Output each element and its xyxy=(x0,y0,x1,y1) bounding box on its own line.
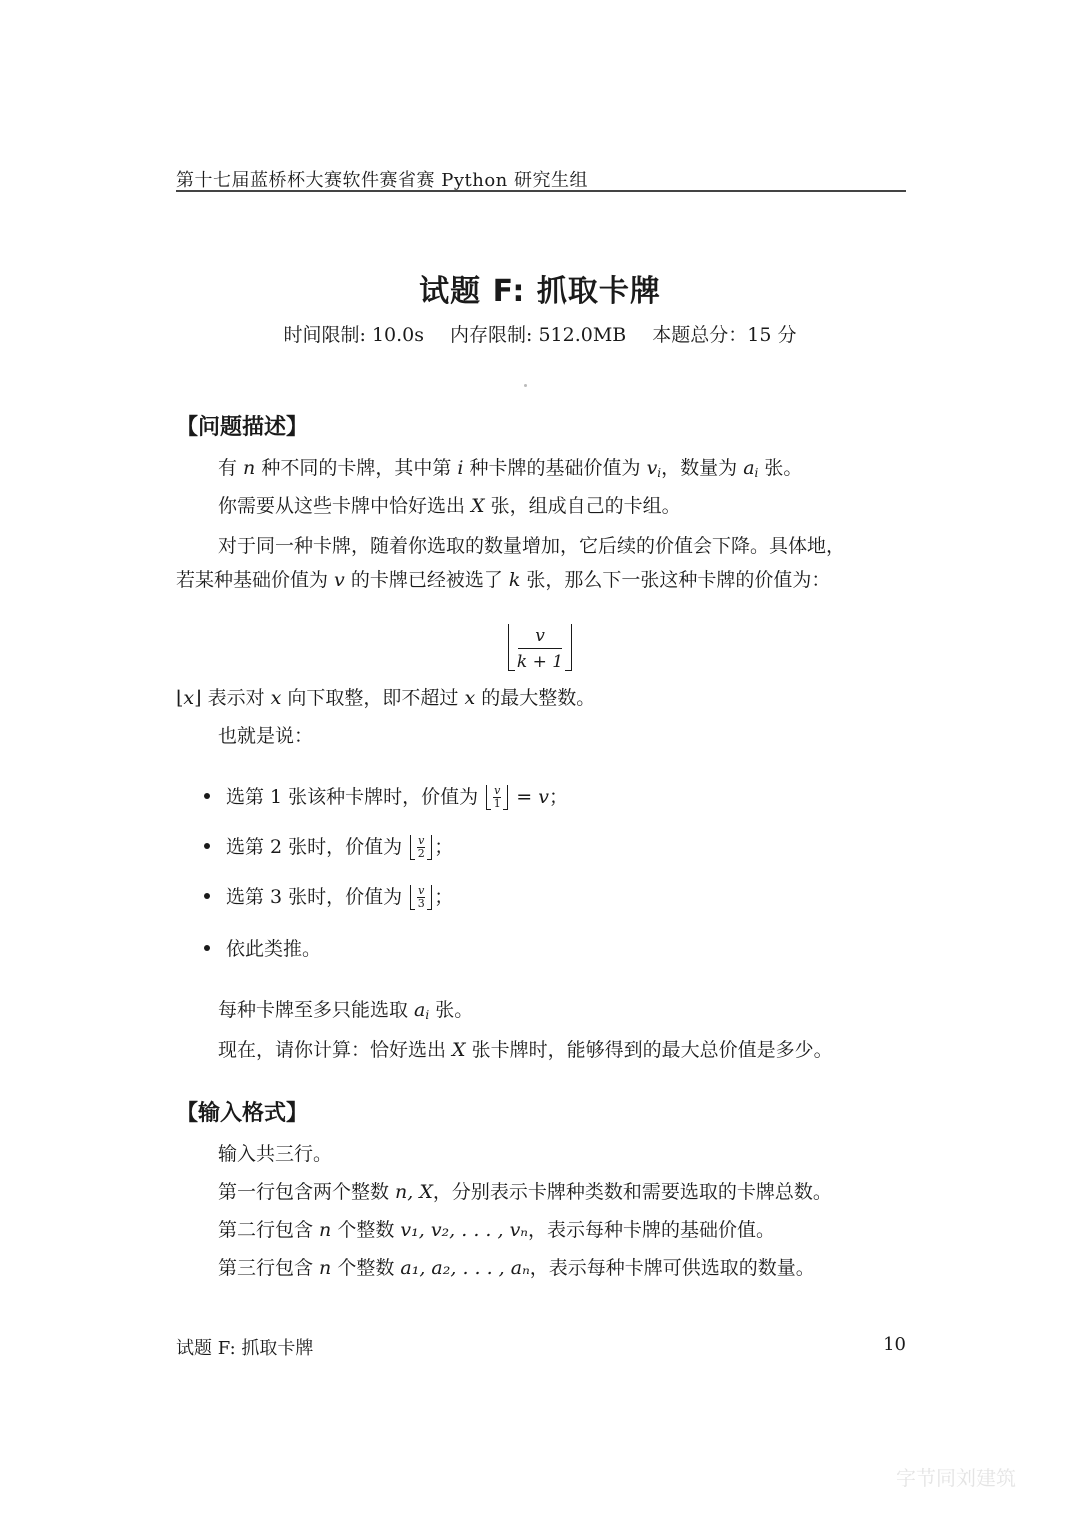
bullet-icon xyxy=(204,893,210,899)
floor-note: ⌊x⌋ 表示对 x 向下取整，即不超过 x 的最大整数。 xyxy=(176,687,596,709)
problem-limits xyxy=(0,320,1080,347)
formula-numerator: v xyxy=(535,626,545,646)
list-item: 依此类推。 xyxy=(204,936,321,962)
description-p2: 你需要从这些卡牌中恰好选出 X 张，组成自己的卡组。 xyxy=(218,495,681,517)
input-format-heading: 【输入格式】 xyxy=(176,1101,309,1126)
header-rule xyxy=(176,190,906,192)
inline-floor-fraction: $\frac{v}{2}$ xyxy=(410,835,432,861)
input-line-3: 第二行包含 n 个整数 v₁, v₂, . . . , vₙ，表示每种卡牌的基础价值。 xyxy=(218,1219,776,1241)
input-line-4: 第三行包含 n 个整数 a₁, a₂, . . . , aₙ，表示每种卡牌可供选取的数量。 xyxy=(218,1257,815,1279)
formula-denominator: k + 1 xyxy=(516,652,564,672)
problem-score: 本题总分：15 分 xyxy=(652,324,797,346)
bullet-icon xyxy=(204,843,210,849)
list-item: 选第 1 张该种卡牌时，价值为 $\frac{v}{1}$ = v； xyxy=(204,784,568,811)
input-line-1: 输入共三行。 xyxy=(218,1143,333,1165)
bullet-icon xyxy=(204,945,210,951)
list-item: 选第 2 张时，价值为 $\frac{v}{2}$ ； xyxy=(204,834,453,861)
description-heading: 【问题描述】 xyxy=(176,415,309,440)
inline-floor-fraction: $\frac{v}{3}$ xyxy=(410,885,432,911)
floor-bracket-right xyxy=(565,624,572,671)
description-p1: 有 n 种不同的卡牌，其中第 i 种卡牌的基础价值为 $v_i$，数量为 $a_i$ 张。 xyxy=(218,457,803,480)
watermark: 字节同刘建筑 xyxy=(896,1466,1016,1490)
input-line-2: 第一行包含两个整数 n, X，分别表示卡牌种类数和需要选取的卡牌总数。 xyxy=(218,1181,832,1203)
problem-title: 试题 F: 抓取卡牌 xyxy=(419,274,661,309)
running-header: 第十七届蓝桥杯大赛软件赛省赛 Python 研究生组 xyxy=(176,170,588,191)
page-number: 10 xyxy=(883,1334,906,1355)
bullet-icon xyxy=(204,793,210,799)
that-is-text: 也就是说： xyxy=(218,725,314,747)
inline-floor-fraction: $\frac{v}{1}$ xyxy=(486,785,508,811)
description-p3-line2: 若某种基础价值为 v 的卡牌已经被选了 k 张，那么下一张这种卡牌的价值为： xyxy=(176,569,831,591)
memory-limit: 内存限制: 512.0MB xyxy=(450,324,627,346)
floor-fraction-formula xyxy=(500,624,580,676)
description-p4: 每种卡牌至多只能选取 $a_i$ 张。 xyxy=(218,999,474,1022)
list-item: 选第 3 张时，价值为 $\frac{v}{3}$ ； xyxy=(204,884,453,911)
description-p5: 现在，请你计算：恰好选出 X 张卡牌时，能够得到的最大总价值是多少。 xyxy=(218,1039,833,1061)
time-limit: 时间限制: 10.0s xyxy=(283,324,424,346)
footer-title: 试题 F: 抓取卡牌 xyxy=(176,1338,314,1359)
fraction-bar xyxy=(518,648,562,649)
description-p3-line1: 对于同一种卡牌，随着你选取的数量增加，它后续的价值会下降。具体地， xyxy=(218,535,846,557)
scan-speck xyxy=(524,384,527,387)
